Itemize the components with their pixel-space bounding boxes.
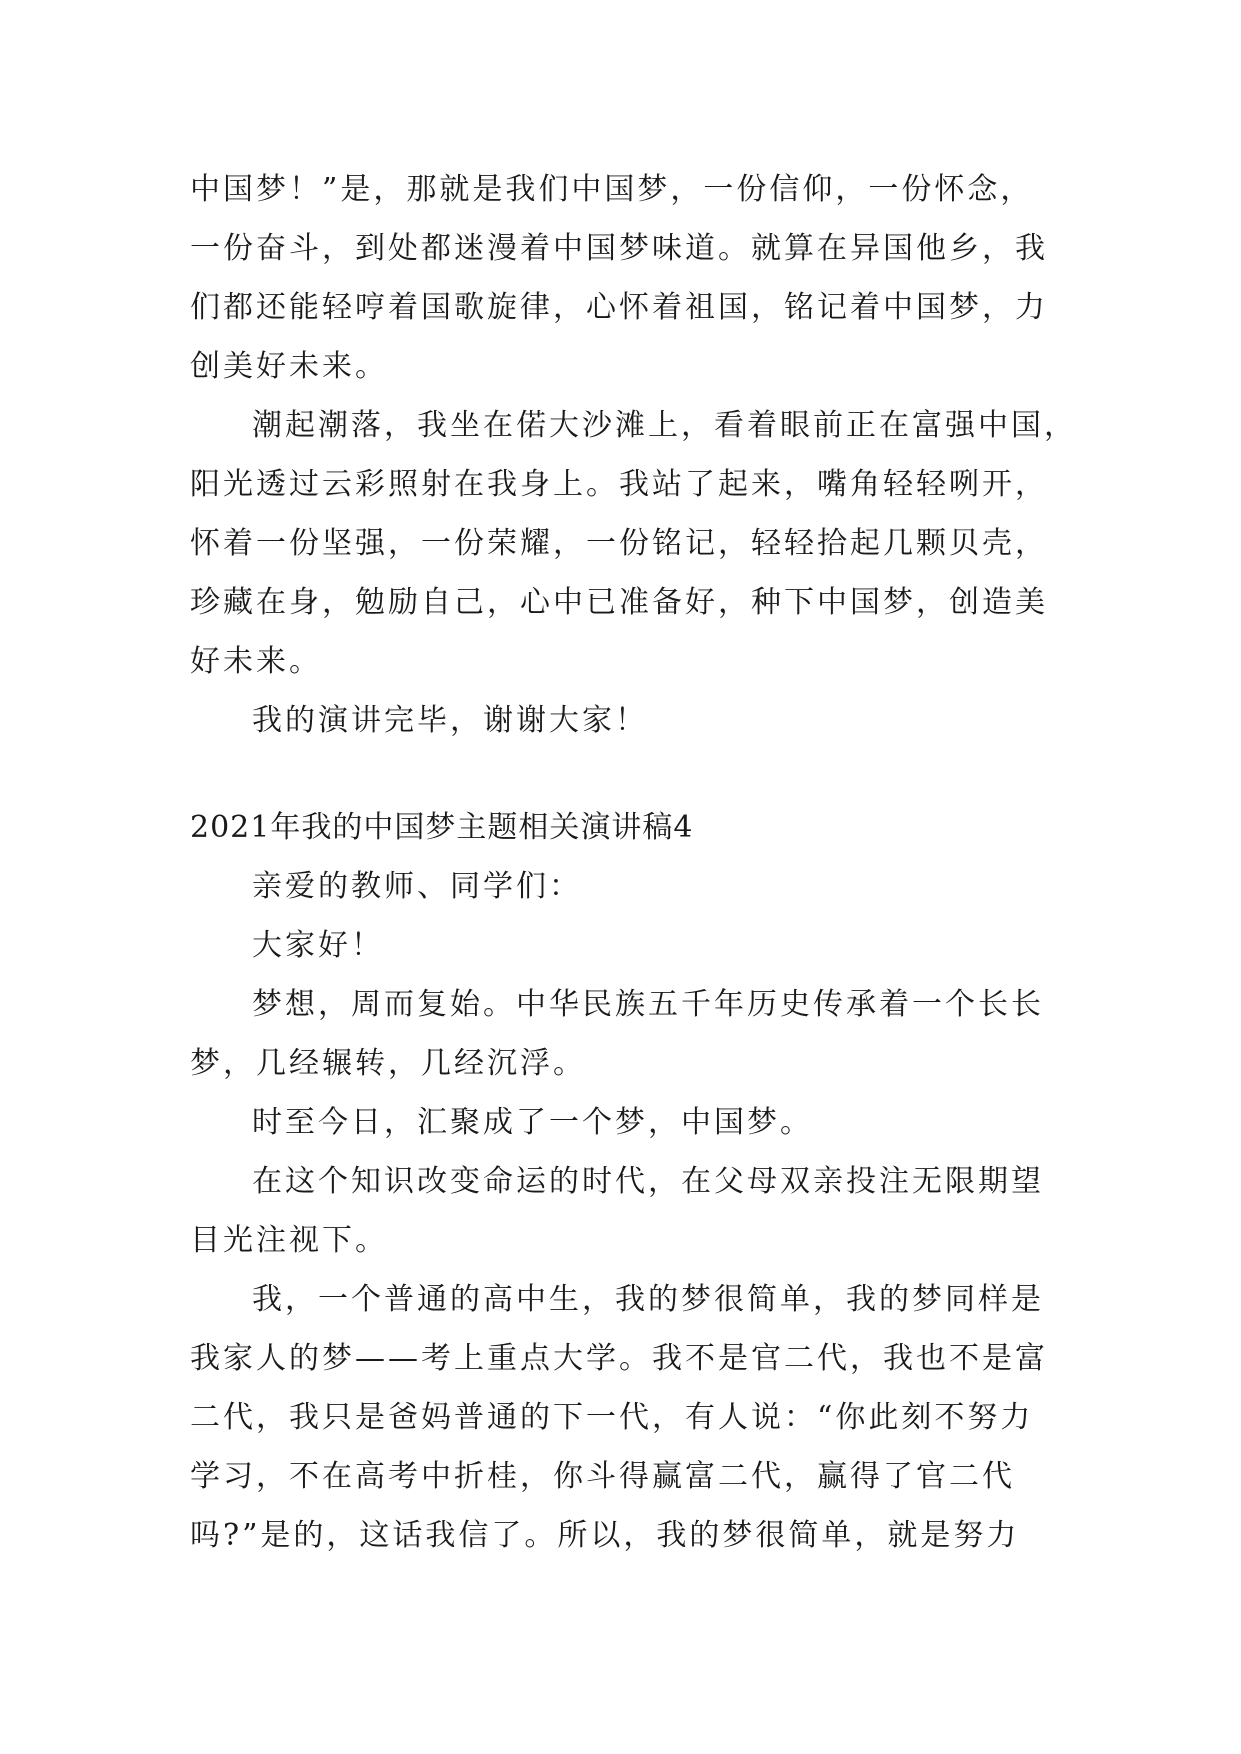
text-line: 好未来。 xyxy=(190,644,322,679)
text-line: 我的演讲完毕，谢谢大家！ xyxy=(252,703,648,738)
paragraph xyxy=(190,1270,1060,1565)
text-line: 亲爱的教师、同学们： xyxy=(252,869,582,904)
paragraph xyxy=(190,160,1060,396)
paragraph xyxy=(190,691,1060,750)
text-line: 中国梦！”是，那就是我们中国梦，一份信仰，一份怀念， xyxy=(190,172,1034,207)
text-line: 大家好！ xyxy=(252,928,384,963)
paragraph xyxy=(190,857,1060,916)
text-line: 潮起潮落，我坐在偌大沙滩上，看着眼前正在富强中国， xyxy=(252,408,1077,443)
text-line: 在这个知识改变命运的时代，在父母双亲投注无限期望 xyxy=(252,1164,1044,1199)
text-line: 一份奋斗，到处都迷漫着中国梦味道。就算在异国他乡，我 xyxy=(190,231,1048,266)
text-line: 阳光透过云彩照射在我身上。我站了起来，嘴角轻轻咧开， xyxy=(190,467,1048,502)
speech-4-body xyxy=(190,857,1060,1565)
section-title: 2021年我的中国梦主题相关演讲稿4 xyxy=(190,810,694,845)
text-line: 创美好未来。 xyxy=(190,349,388,384)
paragraph xyxy=(190,916,1060,975)
speech-3-ending xyxy=(190,160,1077,750)
paragraph xyxy=(190,975,1060,1093)
text-line: 时至今日，汇聚成了一个梦，中国梦。 xyxy=(252,1105,813,1140)
text-line: 梦，几经辗转，几经沉浮。 xyxy=(190,1046,586,1081)
paragraph xyxy=(190,1152,1060,1270)
text-line: 我家人的梦——考上重点大学。我不是官二代，我也不是富 xyxy=(190,1341,1048,1376)
paragraph xyxy=(190,1093,1060,1152)
text-line: 怀着一份坚强，一份荣耀，一份铭记，轻轻拾起几颗贝壳， xyxy=(190,526,1048,561)
section-gap xyxy=(190,750,1060,798)
text-line: 目光注视下。 xyxy=(190,1223,388,1258)
text-line: 珍藏在身，勉励自己，心中已准备好，种下中国梦，创造美 xyxy=(190,585,1048,620)
text-line: 吗?”是的，这话我信了。所以，我的梦很简单，就是努力 xyxy=(190,1518,1020,1553)
text-line: 二代，我只是爸妈普通的下一代，有人说：“你此刻不努力 xyxy=(190,1400,1034,1435)
text-line: 学习，不在高考中折桂，你斗得赢富二代，赢得了官二代 xyxy=(190,1459,1015,1494)
text-line: 梦想，周而复始。中华民族五千年历史传承着一个长长 xyxy=(252,987,1044,1022)
document-body xyxy=(190,160,1077,1565)
paragraph xyxy=(190,396,1077,691)
text-line: 我，一个普通的高中生，我的梦很简单，我的梦同样是 xyxy=(252,1282,1044,1317)
text-line: 们都还能轻哼着国歌旋律，心怀着祖国，铭记着中国梦，力 xyxy=(190,290,1048,325)
